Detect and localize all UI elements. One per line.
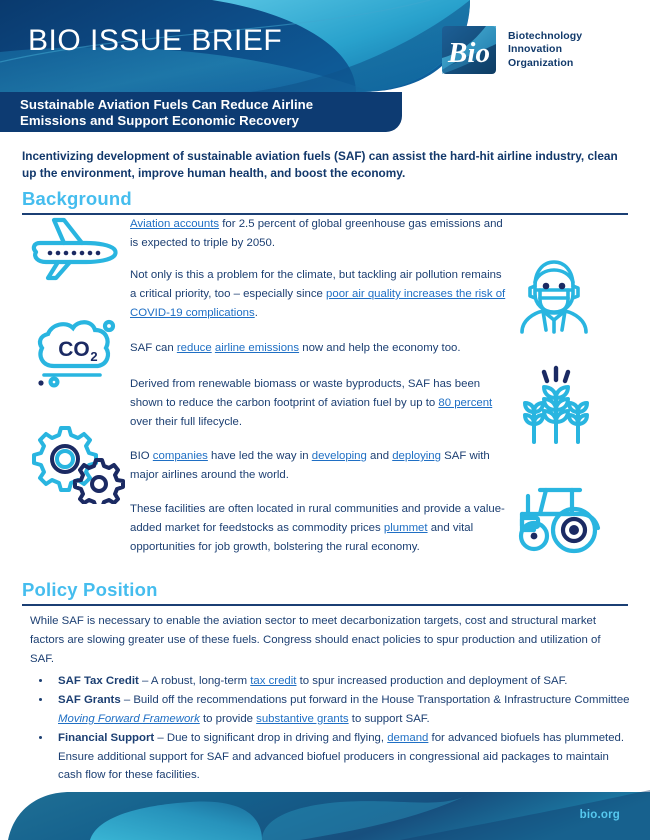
paragraph-1	[130, 215, 510, 253]
section-heading-background	[22, 188, 628, 215]
gears-icon	[28, 422, 128, 509]
wheat-icon	[512, 364, 600, 451]
text-run: to support SAF.	[348, 712, 430, 725]
banner-title-line-2: Emissions and Support Economic Recovery	[20, 112, 299, 128]
page-footer	[0, 780, 650, 840]
text-run: to provide	[199, 712, 257, 725]
inline-link[interactable]: tax credit	[250, 675, 297, 687]
text-run: and vital opportunities for job growth, bolstering the rural economy.	[130, 522, 474, 553]
section-heading-policy-label: Policy Position	[22, 579, 158, 600]
text-run: BIO	[130, 450, 153, 462]
lead-paragraph: Incentivizing development of sustainable aviation fuels (SAF) can assist the hard-hit airline industry, clean up the environment, improve human health, and boost the economy.	[22, 149, 618, 180]
inline-link[interactable]: plummet	[383, 522, 428, 534]
text-run: SAF Tax Credit	[58, 675, 139, 687]
paragraph-5	[130, 447, 510, 485]
policy-bullet-list	[32, 672, 630, 785]
inline-link[interactable]: Aviation accounts	[130, 218, 220, 230]
inline-link[interactable]: demand	[387, 732, 429, 745]
page-title: BIO ISSUE BRIEF	[28, 24, 283, 57]
inline-link[interactable]: Moving Forward Framework	[58, 712, 200, 725]
banner-title-line-1: Sustainable Aviation Fuels Can Reduce Airline	[20, 97, 314, 112]
bio-logo-mark-icon	[440, 24, 498, 76]
text-run: for advanced biofuels has plummeted. Ensure additional support for SAF and advanced biofuel producers in congressional aid packages to maintain cash flow for these facilities.	[58, 732, 625, 782]
policy-bullet-item	[52, 729, 630, 784]
text-run: over their full lifecycle.	[130, 416, 243, 428]
text-run: Derived from renewable biomass or waste byproducts, SAF has been shown to reduce the carbon footprint of aviation fuel by up to	[130, 378, 481, 409]
logo-line-1: Biotechnology	[508, 29, 583, 42]
section-rule	[22, 604, 628, 606]
inline-link[interactable]: airline emissions	[214, 342, 300, 354]
policy-bullet-item	[52, 672, 630, 690]
subtitle-banner	[0, 92, 402, 132]
text-run: SAF Grants	[58, 694, 121, 707]
text-run: These facilities are often located in rural communities and provide a value-added market for feedstocks as commodity prices	[130, 503, 505, 534]
logo-line-3: Organization	[508, 56, 574, 69]
masked-person-icon	[508, 256, 600, 341]
policy-intro-paragraph: While SAF is necessary to enable the aviation sector to meet decarbonization targets, cost and structural market factors are slowing greater use of these fuels. Congress should enact policies to spur production and utilization of SAF.	[30, 615, 601, 665]
inline-link[interactable]: poor air quality increases the risk of COVID-19 complications	[130, 288, 506, 319]
text-run: – Due to significant drop in driving and flying,	[154, 732, 388, 745]
text-run: SAF can	[130, 342, 177, 354]
inline-link[interactable]: 80 percent	[438, 397, 493, 409]
inline-link[interactable]: deploying	[392, 450, 441, 462]
footer-graphic	[0, 780, 650, 840]
text-run: – A robust, long-term	[138, 675, 251, 687]
text-run: – Build off the recommendations put forward in the House Transportation & Infrastructure Committee	[120, 694, 630, 707]
section-heading-policy	[22, 579, 628, 606]
inline-link[interactable]: reduce	[176, 342, 212, 354]
bio-logo	[440, 24, 582, 76]
airplane-icon	[24, 212, 124, 287]
inline-link[interactable]: substantive grants	[256, 712, 349, 725]
svg-text:2: 2	[90, 349, 98, 364]
logo-line-2: Innovation	[508, 43, 563, 56]
paragraph-6	[130, 500, 510, 557]
text-run: to spur increased production and deployment of SAF.	[296, 675, 568, 687]
text-run: Financial Support	[58, 732, 155, 745]
inline-link[interactable]: developing	[311, 450, 367, 462]
co2-cloud-icon	[24, 312, 124, 395]
text-run: .	[254, 307, 258, 319]
paragraph-4	[130, 375, 510, 432]
text-run: have led the way in	[207, 450, 312, 462]
footer-url[interactable]: bio.org	[579, 809, 620, 821]
paragraph-2	[130, 266, 510, 323]
bio-logo-text	[508, 30, 582, 71]
policy-bullet-item	[52, 691, 630, 728]
inline-link[interactable]: companies	[152, 450, 208, 462]
text-run: now and help the economy too.	[299, 342, 461, 354]
banner-title	[20, 97, 313, 128]
paragraph-3	[130, 339, 510, 358]
text-run: SAF with major airlines around the world.	[130, 450, 490, 481]
text-run: for 2.5 percent of global greenhouse gas emissions and is expected to triple by 2050.	[130, 218, 503, 249]
text-run: Not only is this a problem for the climate, but tackling air pollution remains a critical priority, too – especially since	[130, 269, 502, 300]
svg-text:Bio: Bio	[448, 37, 490, 69]
svg-text:CO: CO	[58, 338, 90, 361]
tractor-icon	[510, 480, 606, 561]
section-heading-background-label: Background	[22, 188, 132, 209]
text-run: and	[366, 450, 393, 462]
